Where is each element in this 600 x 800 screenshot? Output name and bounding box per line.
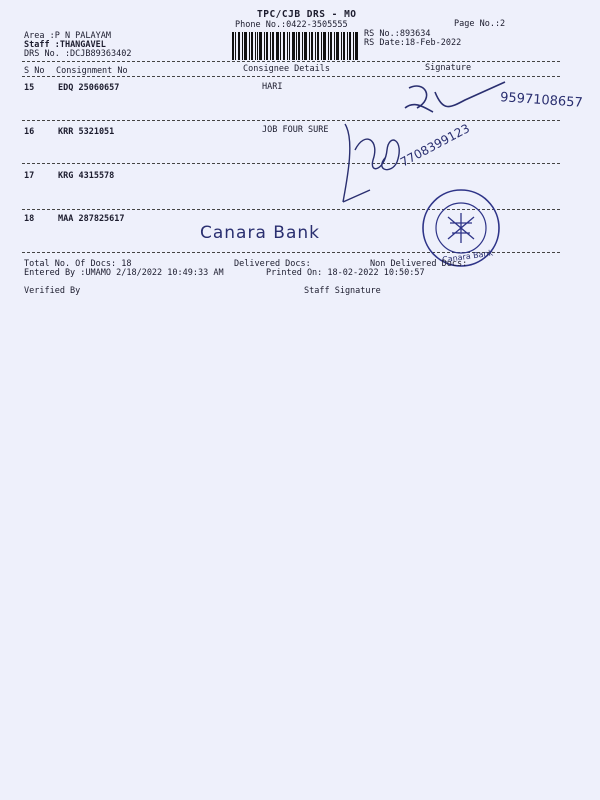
page-number: Page No.:2 [454, 19, 506, 29]
area-field: Area :P N PALAYAM [24, 31, 111, 41]
row-divider [22, 163, 560, 164]
column-header-sno: S No [24, 66, 45, 76]
handwritten-phone-note: 9597108657 [499, 90, 584, 111]
rs-date: RS Date:18-Feb-2022 [364, 38, 462, 48]
staff-signature-label: Staff Signature [304, 286, 381, 296]
phone-number: Phone No.:0422-3505555 [235, 20, 348, 30]
document-title: TPC/CJB DRS - MO [257, 9, 357, 20]
barcode [232, 32, 358, 60]
staff-label: Staff : [24, 40, 60, 50]
rs-number: RS No.:893634 [364, 29, 431, 39]
divider [22, 76, 560, 77]
row-consignment: MAA 287825617 [58, 214, 125, 224]
divider [22, 61, 560, 62]
column-header-consignee: Consignee Details [243, 64, 330, 74]
row-sno: 16 [24, 127, 35, 137]
column-header-signature: Signature [425, 63, 472, 73]
row-consignment: KRG 4315578 [58, 171, 115, 181]
entered-by: Entered By :UMAMO 2/18/2022 10:49:33 AM [24, 268, 224, 278]
verified-by: Verified By [24, 286, 81, 296]
row-sno: 18 [24, 214, 35, 224]
row-consignment: EDQ 25060657 [58, 83, 120, 93]
bank-stamp-label: Canara Bank [441, 248, 494, 265]
row-sno: 15 [24, 83, 35, 93]
staff-name: THANGAVEL [59, 40, 106, 50]
total-docs: Total No. Of Docs: 18 [24, 259, 132, 269]
delivered-docs: Delivered Docs: [234, 259, 311, 269]
non-delivered-docs: Non Delivered Docs: [370, 259, 468, 269]
drs-number: DRS No. :DCJB89363402 [24, 49, 132, 59]
row-consignment: KRR 5321051 [58, 127, 115, 137]
column-header-consignment: Consignment No [56, 66, 128, 76]
handwritten-bank-name: Canara Bank [200, 223, 320, 243]
row-consignee: HARI [262, 82, 283, 92]
printed-on: Printed On: 18-02-2022 10:50:57 [266, 268, 425, 278]
handwritten-phone-note-2: 7708399123 [398, 121, 472, 170]
row-consignee: JOB FOUR SURE [262, 125, 329, 135]
row-sno: 17 [24, 171, 35, 181]
